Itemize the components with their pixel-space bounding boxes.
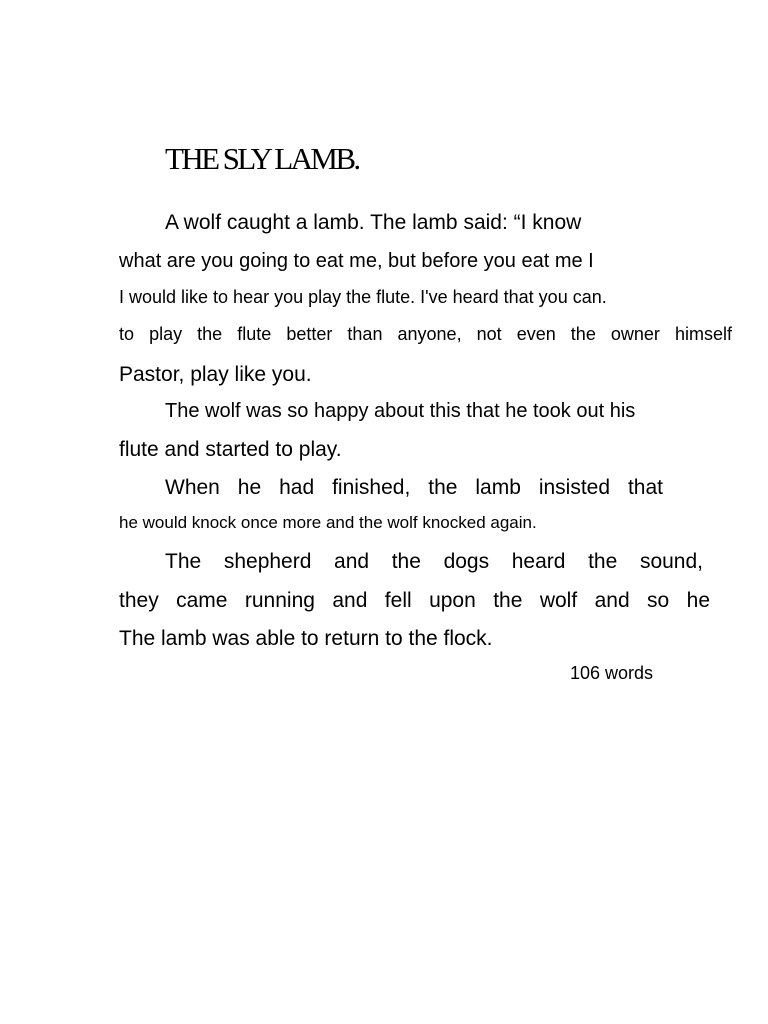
word-count: 106 words bbox=[570, 663, 654, 683]
story-line-12: The lamb was able to return to the flock. bbox=[119, 627, 493, 650]
story-line-11: they came running and fell upon the wolf and so he bbox=[119, 589, 710, 612]
story-title: THE SLY LAMB. bbox=[165, 141, 359, 176]
story-line-3: I would like to hear you play the flute. I've heard that you can. bbox=[119, 287, 607, 307]
story-line-10: The shepherd and the dogs heard the sound, bbox=[165, 550, 703, 573]
story-line-1: A wolf caught a lamb. The lamb said: “I know bbox=[165, 211, 582, 234]
story-line-2: what are you going to eat me, but before you eat me I bbox=[119, 250, 594, 272]
story-line-5: Pastor, play like you. bbox=[119, 363, 312, 386]
story-line-9: he would knock once more and the wolf knocked again. bbox=[119, 513, 537, 532]
story-line-7: flute and started to play. bbox=[119, 438, 342, 461]
story-line-6: The wolf was so happy about this that he took out his bbox=[165, 400, 636, 422]
story-line-4: to play the flute better than anyone, not even the owner himself bbox=[119, 324, 732, 344]
story-line-8: When he had finished, the lamb insisted that bbox=[165, 476, 663, 499]
